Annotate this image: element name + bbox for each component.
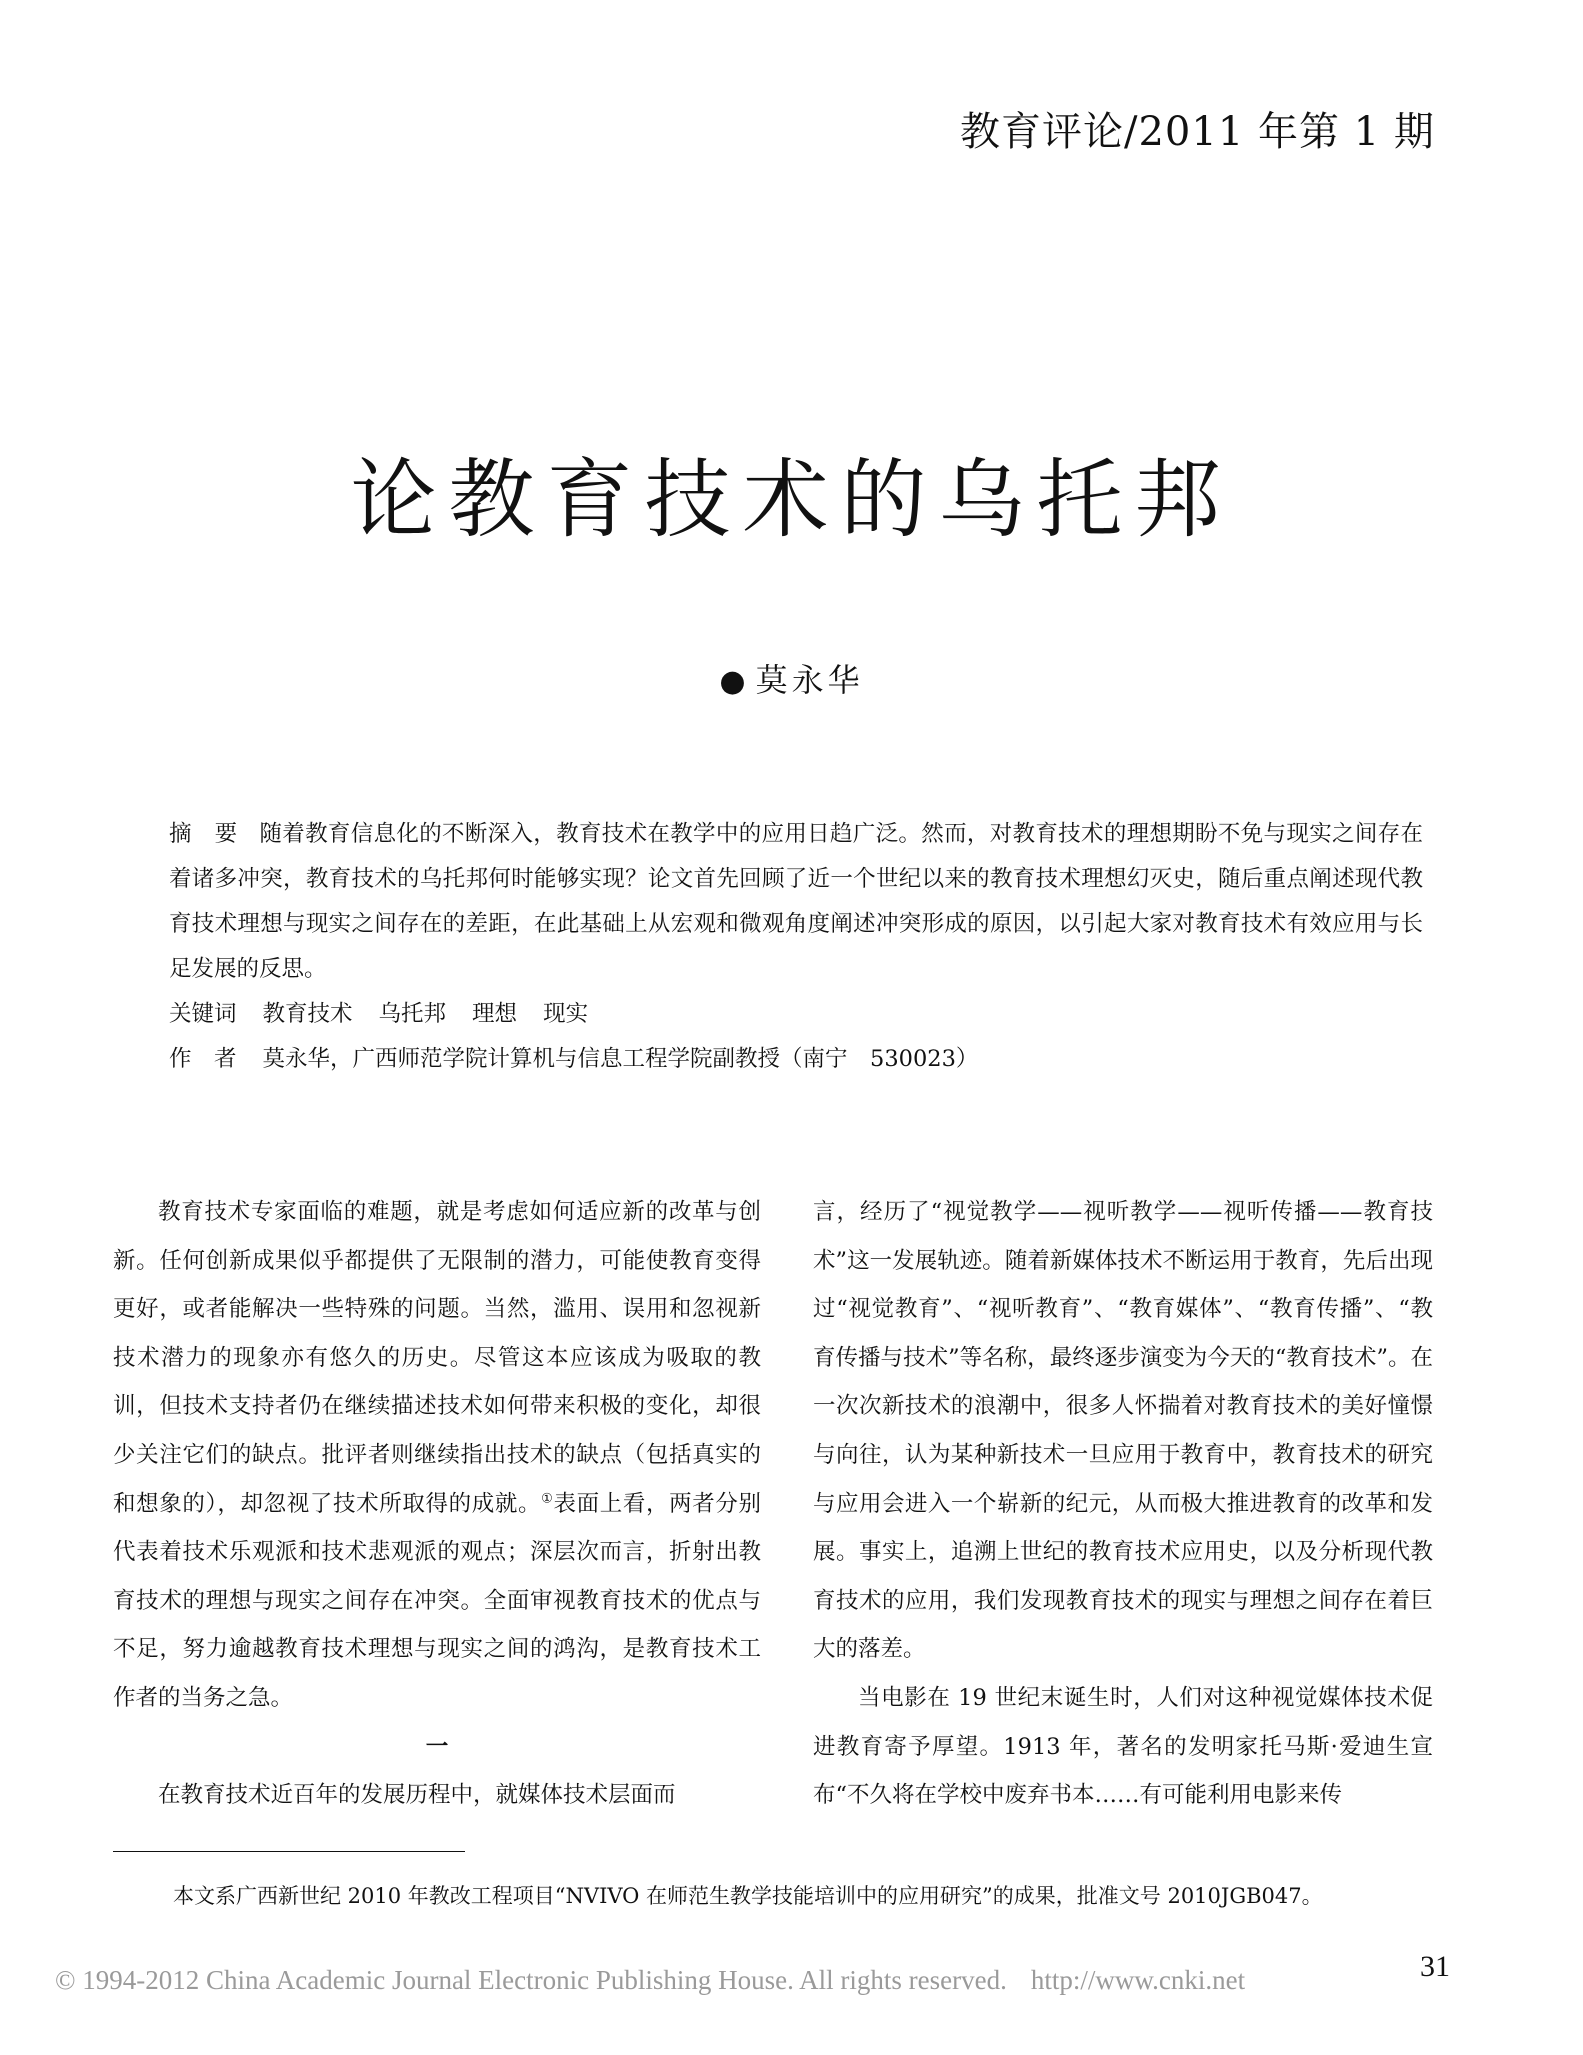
- abstract-block: [113, 812, 1423, 1082]
- author-byline: [0, 655, 1583, 701]
- copyright-text: © 1994-2012 China Academic Journal Electronic Publishing House. All rights reserved.: [55, 1965, 1007, 1995]
- body-paragraph: 言，经历了“视觉教学——视听教学——视听传播——教育技术”这一发展轨迹。随着新媒体技术不断运用于教育，先后出现过“视觉教育”、“视听教育”、“教育媒体”、“教育传播”、“教育传播与技术”等名称，最终逐步演变为今天的“教育技术”。在一次次新技术的浪潮中，很多人怀揣着对教育技术的美好憧憬与向往，认为某种新技术一旦应用于教育中，教育技术的研究与应用会进入一个崭新的纪元，从而极大推进教育的改革和发展。事实上，追溯上世纪的教育技术应用史，以及分析现代教育技术的应用，我们发现教育技术的现实与理想之间存在着巨大的落差。: [813, 1199, 1433, 1663]
- body-text: 教育技术专家面临的难题，就是考虑如何适应新的改革与创新。任何创新成果似乎都提供了无限制的潜力，可能使教育变得更好，或者能解决一些特殊的问题。当然，滥用、误用和忽视新技术潜力的现象亦有悠久的历史。尽管这本应该成为吸取的教训，但技术支持者仍在继续描述技术如何带来积极的变化，却很少关注它们的缺点。批评者则继续指出技术的缺点（包括真实的和想象的），却忽视了技术所取得的成就。: [113, 1199, 761, 1517]
- author-info-row: [113, 1037, 1423, 1082]
- keyword: 理想: [472, 1001, 518, 1027]
- journal-issue-header: 教育评论/2011 年第 1 期: [960, 109, 1435, 155]
- copyright-url-link[interactable]: http://www.cnki.net: [1030, 1965, 1246, 1995]
- body-paragraph: 在教育技术近百年的发展历程中，就媒体技术层面而: [158, 1782, 676, 1809]
- abstract-text: 随着教育信息化的不断深入，教育技术在教学中的应用日趋广泛。然而，对教育技术的理想期盼不免与现实之间存在着诸多冲突，教育技术的乌托邦何时能够实现？论文首先回顾了近一个世纪以来的教育技术理想幻灭史，随后重点阐述现代教育技术理想与现实之间存在的差距，在此基础上从宏观和微观角度阐述冲突形成的原因，以引起大家对教育技术有效应用与长足发展的反思。: [169, 821, 1423, 982]
- section-heading: 一: [425, 1733, 449, 1760]
- footnote-divider: [113, 1851, 465, 1852]
- body-column-right: [813, 1188, 1433, 1820]
- body-paragraph: [113, 1188, 761, 1723]
- keywords-row: [113, 992, 1423, 1037]
- body-text: 表面上看，两者分别代表着技术乐观派和技术悲观派的观点；深层次而言，折射出教育技术的理想与现实之间存在冲突。全面审视教育技术的优点与不足，努力逾越教育技术理想与现实之间的鸿沟，是教育技术工作者的当务之急。: [113, 1490, 761, 1711]
- keyword: 乌托邦: [378, 1001, 447, 1027]
- bullet-icon: ●: [719, 664, 750, 699]
- keywords-label: 关键词: [169, 1001, 237, 1027]
- footnote-text: 本文系广西新世纪 2010 年教改工程项目“NVIVO 在师范生教学技能培训中的应用研究”的成果，批准文号 2010JGB047。: [173, 1884, 1323, 1908]
- keyword: 现实: [543, 1001, 589, 1027]
- author-name: 莫永华: [755, 661, 864, 699]
- keyword: 教育技术: [262, 1001, 353, 1027]
- copyright-notice: [55, 1965, 1245, 1996]
- abstract-label: 摘 要: [169, 821, 238, 847]
- footnote-marker[interactable]: ①: [541, 1491, 554, 1507]
- page-number: 31: [1420, 1950, 1450, 1983]
- author-info-text: 莫永华，广西师范学院计算机与信息工程学院副教授（南宁 530023）: [262, 1046, 979, 1072]
- body-paragraph: 当电影在 19 世纪末诞生时，人们对这种视觉媒体技术促进教育寄予厚望。1913 年，著名的发明家托马斯·爱迪生宣布“不久将在学校中废弃书本……有可能利用电影来传: [813, 1684, 1433, 1809]
- article-title: 论教育技术的乌托邦: [350, 450, 1233, 550]
- abstract-paragraph: [113, 812, 1423, 992]
- author-info-label: 作 者: [169, 1046, 237, 1072]
- body-column-left: [113, 1188, 761, 1820]
